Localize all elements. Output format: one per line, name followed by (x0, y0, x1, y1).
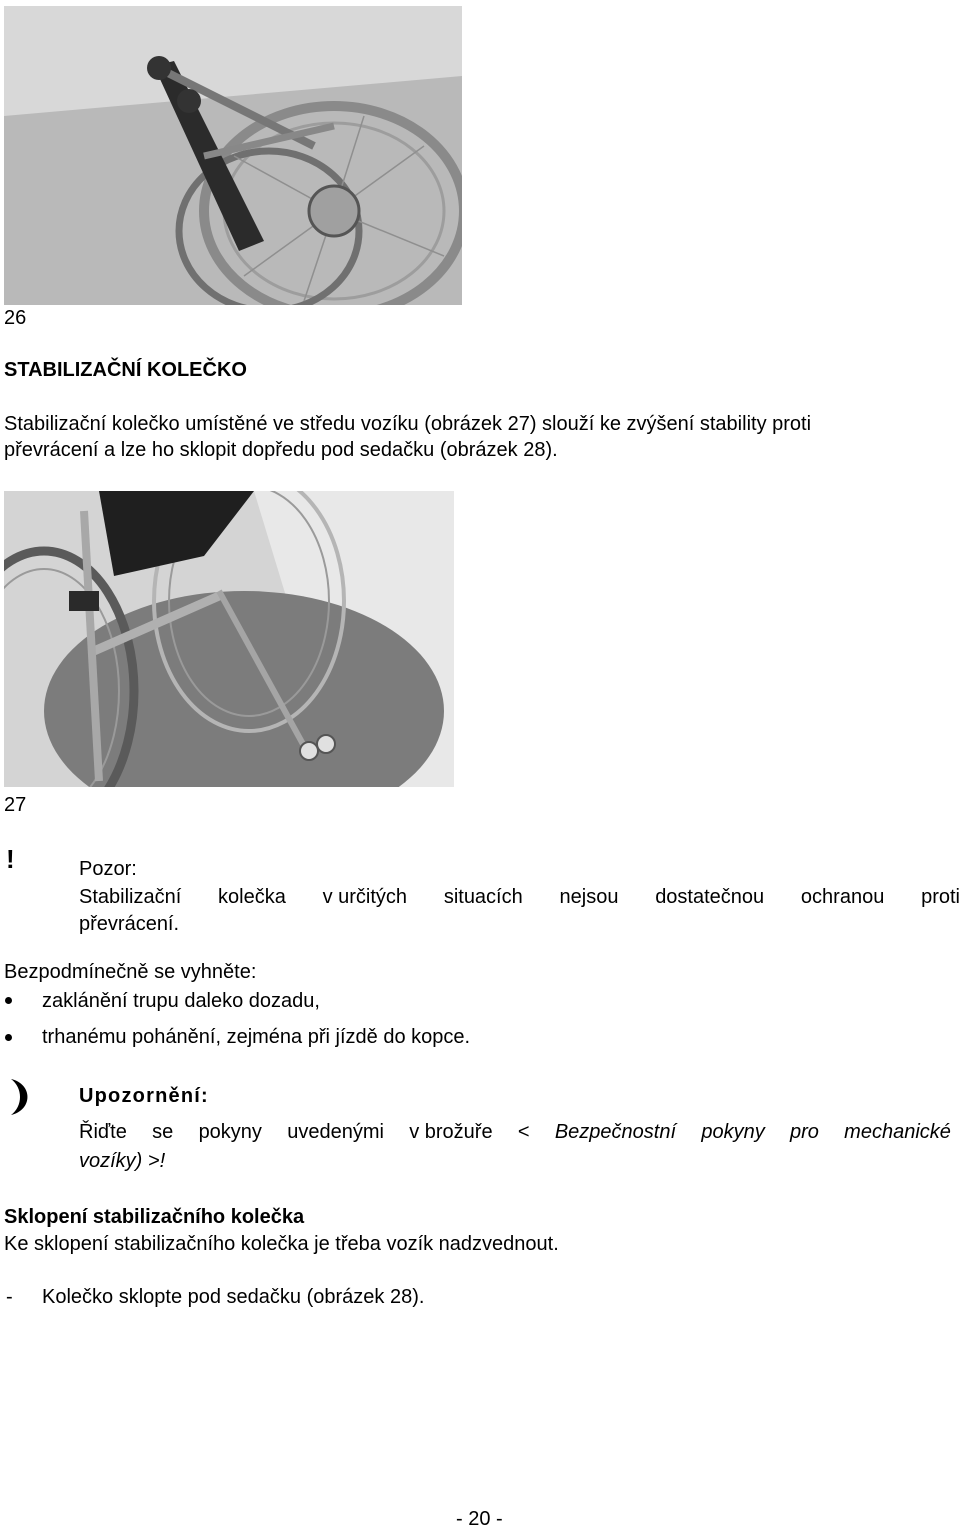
notice-word: pokyny (701, 1121, 765, 1143)
notice-word: uvedenými (287, 1121, 384, 1143)
warning-word: kolečka (218, 886, 286, 908)
notice-crescent-icon (9, 1078, 35, 1116)
notice-text-line1 (79, 1119, 951, 1145)
notice-word: se (152, 1121, 174, 1143)
notice-word: Řiďte (79, 1121, 127, 1143)
warning-word: proti (921, 886, 960, 908)
warning-exclamation-icon: ! (6, 844, 15, 874)
notice-word: pro (789, 1121, 819, 1143)
notice-word: < (517, 1121, 530, 1143)
notice-word: Bezpečnostní (554, 1121, 677, 1143)
fold-step-text: Kolečko sklopte pod sedačku (obrázek 28). (42, 1286, 425, 1308)
bullet-icon (5, 997, 12, 1004)
fold-step-dash: - (6, 1286, 13, 1308)
photo-wheelchair-antitip-folded (4, 6, 462, 305)
figure-number-27: 27 (4, 794, 27, 816)
fold-text: Ke sklopení stabilizačního kolečka je třeba vozík nadzvednout. (4, 1233, 559, 1255)
warning-word: ochranou (800, 886, 885, 908)
fold-title: Sklopení stabilizačního kolečka (4, 1206, 305, 1228)
warning-title: Pozor: (79, 858, 137, 880)
notice-word: pokyny (198, 1121, 262, 1143)
avoid-title: Bezpodmínečně se vyhněte: (4, 961, 257, 983)
notice-title: Upozornění: (79, 1085, 209, 1107)
bullet-icon (5, 1034, 12, 1041)
warning-word: v určitých (322, 886, 408, 908)
warning-text-line1 (79, 884, 960, 910)
figure-number-26: 26 (4, 307, 27, 329)
notice-word: v brožuře (409, 1121, 493, 1143)
warning-word: situacích (443, 886, 523, 908)
warning-word: nejsou (559, 886, 619, 908)
photo-wheelchair-antitip-center (4, 491, 454, 787)
notice-text-line2: vozíky) >! (79, 1150, 166, 1172)
page-number: - 20 - (456, 1508, 503, 1530)
warning-text-line2: převrácení. (79, 913, 180, 935)
intro-paragraph-line2: převrácení a lze ho sklopit dopředu pod sedačku (obrázek 28). (4, 439, 558, 461)
avoid-item: trhanému pohánění, zejména při jízdě do kopce. (42, 1026, 471, 1048)
avoid-item: zaklánění trupu daleko dozadu, (42, 990, 320, 1012)
notice-word: mechanické (844, 1121, 951, 1143)
warning-word: Stabilizační (79, 886, 182, 908)
intro-paragraph-line1: Stabilizační kolečko umístěné ve středu vozíku (obrázek 27) slouží ke zvýšení stability proti (4, 413, 812, 435)
section-title: STABILIZAČNÍ KOLEČKO (4, 359, 247, 381)
warning-word: dostatečnou (655, 886, 765, 908)
